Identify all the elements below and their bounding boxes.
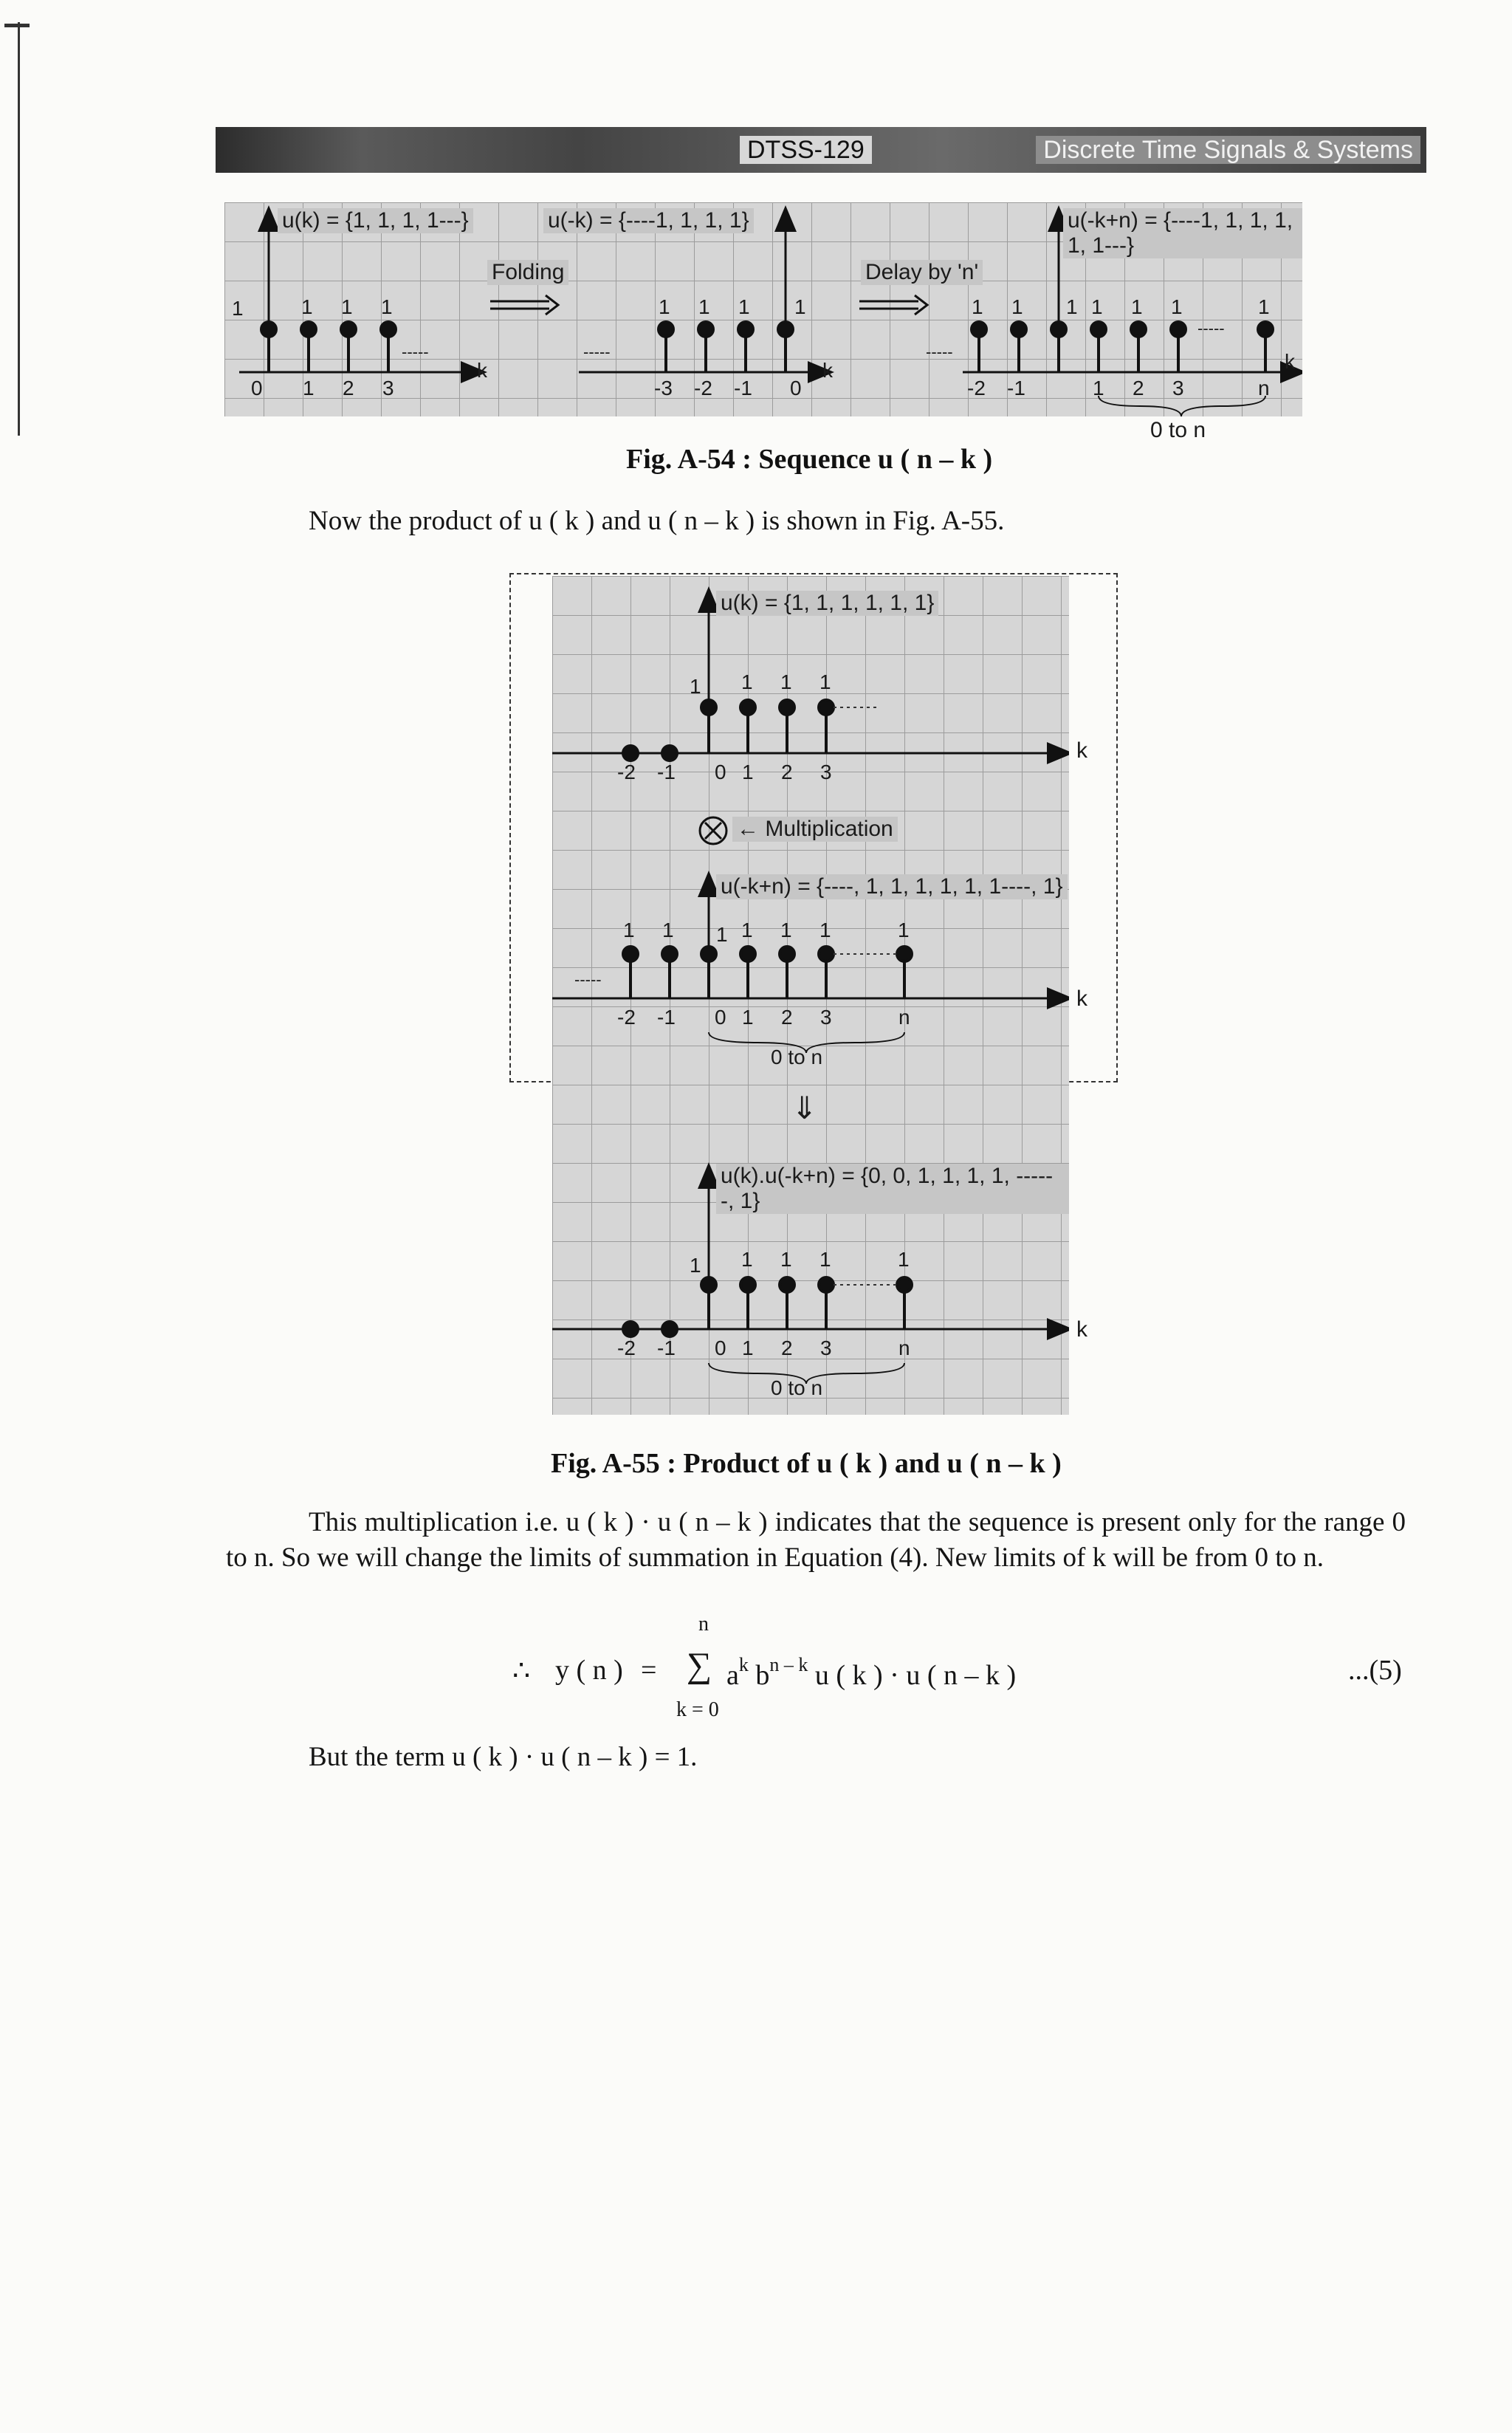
dots-3b: ----- <box>1197 319 1225 337</box>
stems-panel3 <box>972 322 1273 372</box>
p2-tick-1: -2 <box>694 377 712 399</box>
top-amp-0: 1 <box>690 675 701 698</box>
tick-3: 3 <box>382 377 394 399</box>
stems-panel1 <box>261 322 396 372</box>
p2-amp-2: 1 <box>738 295 750 318</box>
bot-tick-3: 1 <box>742 1336 754 1359</box>
folding-arrow-icon <box>490 295 558 315</box>
p3-amp-4: 1 <box>1131 295 1143 318</box>
paragraph-3: But the term u ( k ) · u ( n – k ) = 1. <box>309 1742 698 1772</box>
top-tick-5: 3 <box>820 761 832 783</box>
p3-tick-2: 1 <box>1093 377 1104 399</box>
binding-mark <box>18 22 20 436</box>
top-tick-0: -2 <box>617 761 636 783</box>
eq5-term <box>726 1654 1016 1692</box>
tick-1: 1 <box>303 377 315 399</box>
stems-bottom <box>623 1277 912 1336</box>
mid-range-label: 0 to n <box>771 1046 823 1068</box>
eq-u-k: u(k) = {1, 1, 1, 1---} <box>278 208 473 233</box>
figure-a54 <box>224 202 1302 416</box>
p3-tick-4: 3 <box>1172 377 1184 399</box>
p2-tick-2: -1 <box>734 377 752 399</box>
top-amp-1: 1 <box>741 670 753 693</box>
left-amp-label: 1 <box>232 297 244 320</box>
mid-dots: ----- <box>574 970 602 989</box>
mid-tick-3: 1 <box>742 1006 754 1029</box>
bot-tick-5: 3 <box>820 1336 832 1359</box>
p2-amp-0: 1 <box>659 295 670 318</box>
eq5-b-exp: n – k <box>769 1654 808 1675</box>
eq5-equals: = <box>641 1655 657 1686</box>
p3-amp-0: 1 <box>972 295 983 318</box>
panel-u-k <box>239 210 483 372</box>
p2-amp-3: 1 <box>794 295 806 318</box>
mid-amp-4: 1 <box>780 919 792 941</box>
top-tick-1: -1 <box>657 761 676 783</box>
eq5-sigma: ∑ <box>687 1646 712 1685</box>
header-code: DTSS-129 <box>740 136 872 164</box>
dots-3: ----- <box>926 343 953 361</box>
mid-tick-5: 3 <box>820 1006 832 1029</box>
p3-tick-0: -2 <box>967 377 986 399</box>
p3-amp-1: 1 <box>1011 295 1023 318</box>
panel-u-minus-k <box>579 210 830 372</box>
eq5-a: a <box>726 1660 739 1691</box>
top-tick-3: 1 <box>742 761 754 783</box>
figure-a55-svg <box>552 576 1069 1415</box>
amp-2: 1 <box>341 295 353 318</box>
bot-amp-0: 1 <box>690 1254 701 1277</box>
mid-tick-6: n <box>898 1006 910 1029</box>
top-tick-2: 0 <box>715 761 726 783</box>
eq5-rest: u ( k ) · u ( n – k ) <box>814 1660 1017 1691</box>
tick-2: 2 <box>343 377 354 399</box>
p3-tick-1: -1 <box>1007 377 1025 399</box>
stems-panel2 <box>659 322 793 372</box>
eq5-therefore: ∴ <box>512 1655 531 1686</box>
figure-a55 <box>552 576 1069 1415</box>
mid-amp-0: 1 <box>623 919 635 941</box>
k-label-middle: k <box>1076 986 1087 1011</box>
paragraph-1: Now the product of u ( k ) and u ( n – k ) is shown in Fig. A-55. <box>309 506 1005 536</box>
plot-u-k <box>552 591 1069 761</box>
p3-amp-2: 1 <box>1066 295 1078 318</box>
p2-amp-1: 1 <box>698 295 710 318</box>
bot-amp-1: 1 <box>741 1248 753 1271</box>
down-arrow-icon: ⇓ <box>791 1091 818 1125</box>
p3-tick-5: n <box>1258 377 1270 399</box>
page-header <box>216 127 1426 173</box>
bot-tick-0: -2 <box>617 1336 636 1359</box>
delay-label: Delay by 'n' <box>861 260 983 285</box>
top-amp-2: 1 <box>780 670 792 693</box>
eq5-lower-limit: k = 0 <box>676 1698 719 1721</box>
p3-amp-6: 1 <box>1258 295 1270 318</box>
binding-mark-top <box>4 24 30 27</box>
eq-middle: u(-k+n) = {----, 1, 1, 1, 1, 1, 1----, 1} <box>716 874 1068 899</box>
top-tick-4: 2 <box>781 761 793 783</box>
eq5-number: ...(5) <box>1348 1655 1402 1686</box>
mid-amp-1: 1 <box>662 919 674 941</box>
paragraph-2 <box>226 1505 1406 1576</box>
mid-amp-2: 1 <box>716 923 728 946</box>
mid-amp-5: 1 <box>819 919 831 941</box>
eq-bottom: u(k).u(-k+n) = {0, 0, 1, 1, 1, 1, ------, 1} <box>716 1164 1069 1214</box>
bot-range-label: 0 to n <box>771 1376 823 1399</box>
eq-top: u(k) = {1, 1, 1, 1, 1, 1} <box>716 591 938 616</box>
folding-label: Folding <box>487 260 568 285</box>
amp-3: 1 <box>381 295 393 318</box>
k-label-bottom: k <box>1076 1317 1087 1342</box>
multiplication-label: ← Multiplication <box>732 817 898 842</box>
eq-u-minus-k-plus-n: u(-k+n) = {----1, 1, 1, 1, 1, 1---} <box>1063 208 1302 258</box>
bot-tick-2: 0 <box>715 1336 726 1359</box>
p3-amp-3: 1 <box>1091 295 1103 318</box>
multiply-icon <box>700 817 726 844</box>
tick-0: 0 <box>251 377 263 399</box>
eq-u-minus-k: u(-k) = {----1, 1, 1, 1} <box>543 208 754 233</box>
p3-amp-5: 1 <box>1171 295 1183 318</box>
p2-tick-0: -3 <box>654 377 673 399</box>
eq5-a-exp: k <box>738 1654 749 1675</box>
caption-a55: Fig. A-55 : Product of u ( k ) and u ( n – k ) <box>551 1448 1062 1479</box>
mid-tick-1: -1 <box>657 1006 676 1029</box>
p3-tick-3: 2 <box>1133 377 1144 399</box>
bot-tick-4: 2 <box>781 1336 793 1359</box>
k-axis-label-3: k <box>1285 350 1295 373</box>
dots-1: ----- <box>402 343 429 361</box>
bot-amp-4: 1 <box>898 1248 910 1271</box>
top-amp-3: 1 <box>819 670 831 693</box>
k-label-top: k <box>1076 738 1087 763</box>
bot-amp-3: 1 <box>819 1248 831 1271</box>
amp-1: 1 <box>301 295 313 318</box>
stems-top <box>623 700 834 761</box>
range-label-a54: 0 to n <box>1150 418 1206 442</box>
p2-tick-3: 0 <box>790 377 802 399</box>
dots-2: ----- <box>583 343 611 361</box>
mid-amp-6: 1 <box>898 919 910 941</box>
header-title: Discrete Time Signals & Systems <box>1036 136 1420 164</box>
mid-tick-4: 2 <box>781 1006 793 1029</box>
mid-amp-3: 1 <box>741 919 753 941</box>
mid-tick-0: -2 <box>617 1006 636 1029</box>
bot-amp-2: 1 <box>780 1248 792 1271</box>
k-axis-label-2: k <box>822 359 833 382</box>
eq5-lhs: y ( n ) <box>555 1655 623 1686</box>
bot-tick-1: -1 <box>657 1336 676 1359</box>
k-axis-label-1: k <box>477 359 487 382</box>
eq5-b: b <box>755 1660 770 1691</box>
delay-arrow-icon <box>859 295 927 315</box>
paragraph-2-text: This multiplication i.e. u ( k ) · u ( n – k ) indicates that the sequence is present only for the range 0 to n. So we will change the limits of summation in Equation (4). New limits of k will be from 0 to n. <box>226 1507 1406 1573</box>
mid-tick-2: 0 <box>715 1006 726 1029</box>
bot-tick-6: n <box>898 1336 910 1359</box>
caption-a54: Fig. A-54 : Sequence u ( n – k ) <box>626 444 993 475</box>
eq5-upper-limit: n <box>698 1613 709 1636</box>
